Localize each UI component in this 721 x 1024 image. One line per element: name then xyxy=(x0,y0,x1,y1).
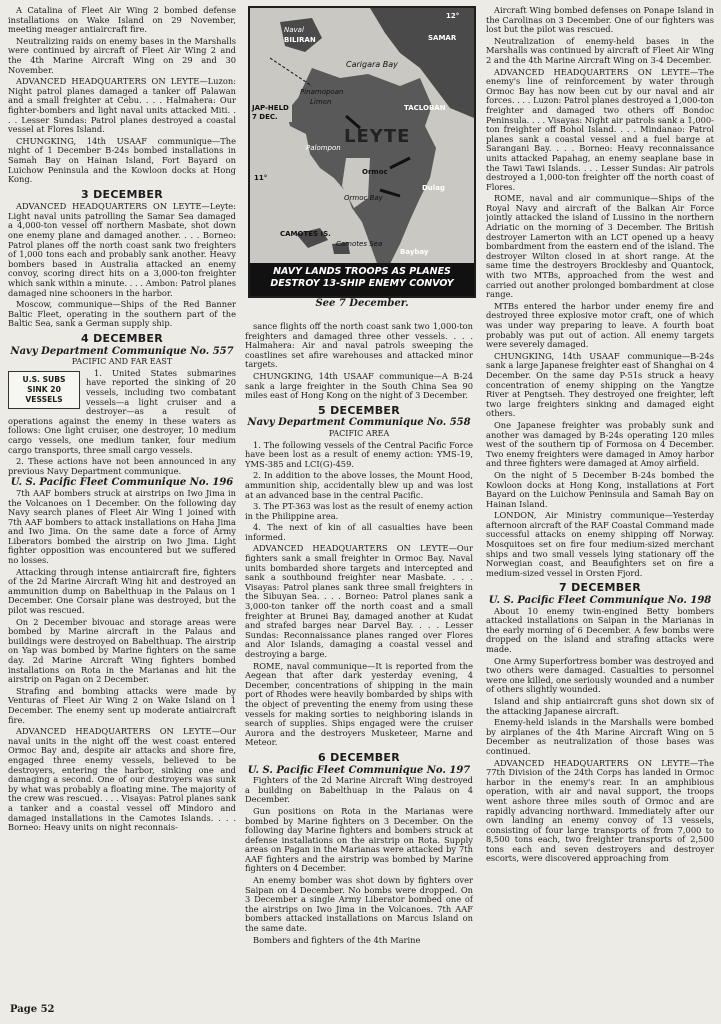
paragraph: CHUNGKING, 14th USAAF communique—B-24s sank a large Japanese freighter east of Shanghai on 4 December. On the same day P-51s struck a heavy concentration of enemy shipping on the Yangtze River at Pengtseh. They destroyed one freighter, left two large freighters sinking and damaged eight others. xyxy=(486,350,714,419)
paragraph: Attacking through intense antiaircraft fire, fighters of the 2d Marine Aircraft Wing hit and destroyed an ammunition dump on Babelthuap in the Palaus on 1 December. One Corsair plane was destroyed, but the pilot was rescued. xyxy=(8,566,236,616)
paragraph: ROME, naval communique—It is reported from the Aegean that after dark yesterday evening, 4 December, concentrations of shipping in the main port of Rhodes were heavily bombarded by ships with the object of preventing the enemy from using these vessels for making sorties to neighboring islands in search of supplies. Ships engaged were the cruiser Aurora and the destroyers Musketeer, Marne and Meteor. xyxy=(245,660,473,748)
section-date-heading: 3 DECEMBER xyxy=(80,187,164,201)
map-label-11-degrees: 11° xyxy=(254,174,268,182)
page-number: Page 52 xyxy=(10,1004,55,1015)
paragraph: 7th AAF bombers struck at airstrips on Iwo Jima in the Volcanoes on 1 December. On the following day Navy search planes of Fleet Air Wing 1 joined with 7th AAF bombers to attack installations on Haha Jima and Iwo Jima. On the same date a force of Army Liberators bombed the airstrip on Iwo Jima. Light fighter opposition was encountered but we suffered no losses. xyxy=(8,487,236,566)
map-label-ormoc-bay: Ormoc Bay xyxy=(344,194,383,202)
map-callout-jap-held: JAP-HELD 7 DEC. xyxy=(252,104,292,122)
map-label-biliran: BILIRAN xyxy=(284,36,316,44)
map-label-ormoc: Ormoc xyxy=(362,168,388,176)
paragraph: sance flights off the north coast sank two 1,000-ton freighters and damaged three other vessels. . . . Halmahera: Air and naval patrols sweeping the coastlines set afire warehouses and attacked minor targets. xyxy=(245,322,473,370)
map-banner: NAVY LANDS TROOPS AS PLANES DESTROY 13-SHIP ENEMY CONVOY xyxy=(250,263,474,296)
paragraph: ADVANCED HEADQUARTERS ON LEYTE—Luzon: Night patrol planes damaged a tanker off Palawan and a small freighter at Cebu. . . . Halmahera: Our fighter-bombers and light naval units attacked Miti. . . . Lesser Sundas: Patrol planes destroyed a coastal vessel at Flores Island. xyxy=(8,76,236,135)
paragraph: Neutralizing raids on enemy bases in the Marshalls were continued by aircraft of Fleet Air Wing 2 and the 4th Marine Aircraft Wing on 29 and 30 November. xyxy=(8,35,236,75)
map-label-samar: SAMAR xyxy=(428,34,457,42)
section-date-heading: 4 DECEMBER xyxy=(80,332,164,345)
paragraph: Gun positions on Rota in the Marianas were bombed by Marine fighters on 3 December. On the following day Marine fighters and bombers struck at defense installations on the airstrip on Rota. Supply areas on Pagan in the Marianas were attacked by 7th AAF fighters and the airstrip was bombed by Marine fighters on 4 December. xyxy=(245,805,473,874)
paragraph: Aircraft Wing bombed defenses on Ponape Island in the Carolinas on 3 December. One of our fighters was lost but the pilot was rescued. xyxy=(486,6,714,35)
paragraph: A Catalina of Fleet Air Wing 2 bombed defense installations on Wake Island on 29 November, meeting meager antiaircraft fire. xyxy=(8,6,236,35)
map-label-camotes-is: CAMOTES IS. xyxy=(280,230,331,238)
paragraph: An enemy bomber was shot down by fighters over Saipan on 4 December. No bombs were dropped. On 3 December a single Army Liberator bombed one of the airstrips on Iwo Jima in the Volcanoes. 7th AAF bombers attacked installations on Marcus Island on the same date. xyxy=(245,875,473,934)
paragraph: ADVANCED HEADQUARTERS ON LEYTE—Our fighters sank a small freighter in Ormoc Bay. Naval units bombarded shore targets and intercepted and sank a southbound freighter near Masbate. . . . Visayas: Patrol planes sank three small freighters in the Sibuyan Sea. . . . Borneo: Patrol planes sank a 3,000-ton tanker off the north coast and a small freighter at Brunei Bay, damaged another at Kudat and strafed barges near Darvel Bay. . . . Lesser Sundas: Reconnaissance planes ranged over Flores and Alor Islands, damaging a coastal vessel and destroying a barge. xyxy=(245,543,473,659)
column-left xyxy=(8,6,236,996)
map-label-pinamopoan: Pinamopoan xyxy=(300,88,344,96)
communique-heading: U. S. Pacific Fleet Communique No. 197 xyxy=(247,764,471,776)
paragraph: Moscow, communique—Ships of the Red Banner Baltic Fleet, operating in the southern part of the Baltic Sea, sank a German supply ship. xyxy=(8,299,236,329)
communique-heading: Navy Department Communique No. 557 xyxy=(10,345,234,357)
area-subheading: PACIFIC AND FAR EAST xyxy=(71,357,173,367)
paragraph: 1. The following vessels of the Central Pacific Force have been lost as a result of enemy action: YMS-19, YMS-385 and LCI(G)-459. xyxy=(245,439,473,469)
communique-heading: Navy Department Communique No. 558 xyxy=(247,417,471,429)
paragraph: 2. In addition to the above losses, the Mount Hood, ammunition ship, accidentally blew up and was lost at an advanced base in the central Pacific. xyxy=(245,470,473,500)
paragraph: LONDON, Air Ministry communique—Yesterday afternoon aircraft of the RAF Coastal Command made successful attacks on enemy shipping off Norway. Mosquitoes set on fire four medium-sized merchant ships and two small vessels lying stationary off the Norwegian coast, and Beaufighters set on fire a medium-sized vessel in Orsten Fjord. xyxy=(486,510,714,578)
column-middle xyxy=(245,322,473,1012)
map-caption: See 7 December. xyxy=(315,298,409,309)
paragraph: MTBs entered the harbor under enemy fire and destroyed three explosive motor craft, one of which was under way preparing to leave. A fourth boat probably was put out of action. All enemy targets were severely damaged. xyxy=(486,300,714,350)
paragraph: CHUNGKING, 14th USAAF communique—The night of 1 December B-24s bombed installations in Samah Bay on Hainan Island, Fort Bayard on Luichow Peninsula and the Kowloon docks at Hong Kong. xyxy=(8,135,236,185)
paragraph: ADVANCED HEADQUARTERS ON LEYTE—Leyte: Light naval units patrolling the Samar Sea damaged a 4,000-ton vessel off northern Masbate, shot down one enemy plane and damaged another. . . . Borneo: Patrol planes off the north coast sank two freighters of 1,000 tons each and probably sank another. Heavy bombers based in Australia attacked an enemy convoy, scoring direct hits on a 3,000-ton freighter which sank within a minute. . . . Ambon: Patrol planes damaged nine schooners in the harbor. xyxy=(8,201,236,298)
paragraph: Bombers and fighters of the 4th Marine xyxy=(253,934,421,945)
map-label-dulag: Dulag xyxy=(422,184,445,192)
map-label-carigara-bay: Carigara Bay xyxy=(346,60,398,69)
paragraph: 4. The next of kin of all casualties have been informed. xyxy=(245,522,473,542)
map-graphic xyxy=(250,8,474,296)
callout-box-subs: U.S. SUBS SINK 20 VESSELS xyxy=(8,371,80,409)
paragraph: Island and ship antiaircraft guns shot down six of the attacking Japanese aircraft. xyxy=(486,695,714,716)
paragraph: Fighters of the 2d Marine Aircraft Wing destroyed a building on Babelthuap in the Palaus on 4 December. xyxy=(245,775,473,805)
map-label-palompon: Palompon xyxy=(306,144,341,152)
section-date-heading: 7 DECEMBER xyxy=(558,581,642,595)
communique-heading: U. S. Pacific Fleet Communique No. 198 xyxy=(488,595,712,607)
map-label-12-degrees: 12° xyxy=(446,12,460,20)
paragraph: ADVANCED HEADQUARTERS ON LEYTE—The 77th Division of the 24th Corps has landed in Ormoc harbor in the enemy's rear. In an amphibious operation, with air and naval support, the troops went ashore three miles south of Ormoc and are rapidly advancing northward. Immediately after our own landing an enemy convoy of 13 vessels, consisting of four large transports of from 7,000 to 8,500 tons each, two freighter transports of 2,500 tons each and seven destroyers and destroyer escorts, were discovered approaching from xyxy=(486,757,714,864)
map-label-naval: Naval xyxy=(284,26,304,34)
paragraph: About 10 enemy twin-engined Betty bombers attacked installations on Saipan in the Marianas in the early morning of 6 December. A few bombs were dropped on the island and strafing attacks were made. xyxy=(486,605,714,654)
paragraph: One Army Superfortress bomber was destroyed and two others were damaged. Casualties to personnel were one killed, one seriously wounded and a number of others slightly wounded. xyxy=(486,655,714,695)
map-label-leyte: LEYTE xyxy=(344,126,411,147)
paragraph: ROME, naval and air communique—Ships of the Royal Navy and aircraft of the Balkan Air Force jointly attacked the island of Lussino in the northern Adriatic on the morning of 3 December. The British destroyer Lamerton with an LCT opened up a heavy bombardment from the eastern end of the island. The destroyer Wilton closed in at short range. At the same time the destroyers Brocklesby and Quantock, with two MTBs, approached from the west and carried out another prolonged bombardment at close range. xyxy=(486,193,714,300)
paragraph: Neutralization of enemy-held bases in the Marshalls was continued by aircraft of Fleet Air Wing 2 and the 4th Marine Aircraft Wing on 3-4 December. xyxy=(486,35,714,65)
paragraph: 2. These actions have not been announced in any previous Navy Department communique. xyxy=(8,456,236,476)
section-date-heading: 5 DECEMBER xyxy=(317,403,401,417)
paragraph: ADVANCED HEADQUARTERS ON LEYTE—Our naval units in the night off the west coast entered Ormoc Bay and, despite air attacks and shore fire, engaged three enemy vessels, believed to be destroyers, entering the harbor, sinking one and damaging a second. One of our destroyers was sunk by what was probably a floating mine. The majority of the crew was rescued. . . . Visayas: Patrol planes sank a tanker and a coastal vessel off Mindoro and damaged installations in the Camotes Islands. . . . Borneo: Heavy units on night reconnais- xyxy=(8,726,236,833)
paragraph: CHUNGKING, 14th USAAF communique—A B-24 sank a large freighter in the South China Sea 90 miles east of Hong Kong on the night of 3 December. xyxy=(245,370,473,401)
paragraph: On 2 December bivouac and storage areas were bombed by Marine aircraft in the Palaus and buildings were destroyed on Babelthuap. The airstrip on Yap was bombed by Marine fighters on the same day. 2d Marine Aircraft Wing fighters bombed installations on Rota in the Marianas and hit the airstrip on Pagan on 2 December. xyxy=(8,616,236,685)
area-subheading: PACIFIC AREA xyxy=(328,428,390,438)
map-label-camotes-sea: Camotes Sea xyxy=(336,240,383,248)
column-right xyxy=(486,6,714,1018)
paragraph: Strafing and bombing attacks were made by Venturas of Fleet Air Wing 2 on Wake Island on 1 December. The enemy sent up moderate antiaircraft fire. xyxy=(8,685,236,725)
communique-heading: U. S. Pacific Fleet Communique No. 196 xyxy=(10,477,234,489)
leyte-map xyxy=(248,6,476,298)
paragraph: Enemy-held islands in the Marshalls were bombed by airplanes of the 4th Marine Aircraft Wing on 5 December as neutralization of those bases was continued. xyxy=(486,717,714,756)
paragraph: One Japanese freighter was probably sunk and another was damaged by B-24s operating 120 miles west of the southern tip of Formosa on 4 December. Two enemy freighters were damaged in Amoy harbor and three fighters were damaged at Amoy airfield. xyxy=(486,419,714,469)
map-label-limon: Limon xyxy=(310,98,332,106)
paragraph: ADVANCED HEADQUARTERS ON LEYTE—The enemy's line of reinforcement by water through Ormoc Bay has now been cut by our naval and air forces. . . . Luzon: Patrol planes destroyed a 1,000-ton freighter and damaged two others off Bondoc Peninsula. . . . Visayas: Night air patrols sank a 1,000-ton freighter off Bohol Island. . . . Mindanao: Patrol planes sank a coastal vessel and a fuel barge at Sarangani Bay. . . . Borneo: Heavy reconnaissance units attacked Papahag, an enemy seaplane base in the Tawi Tawi Islands. . . . Lesser Sundas: Air patrols destroyed a 1,000-ton freighter off the north coast of Flores. xyxy=(486,66,714,192)
section-date-heading: 6 DECEMBER xyxy=(317,750,401,764)
paragraph: On the night of 5 December B-24s bombed the Kowloon docks at Hong Kong, installations at Fort Bayard on the Luichow Peninsula and Samah Bay on Hainan Island. xyxy=(486,469,714,509)
paragraph: 3. The PT-363 was lost as the result of enemy action in the Philippine area. xyxy=(245,501,473,521)
map-label-baybay: Baybay xyxy=(400,248,429,256)
map-label-tacloban: TACLOBAN xyxy=(404,104,446,112)
paragraph: 1. United States submarines have reported the sinking of 20 vessels, including two combatant vessels—a light cruiser and a destroyer—as a result of operations against the enemy in these waters as follows: One light cruiser, one destroyer, 10 medium cargo vessels, one medium tanker, four medium cargo transports, three small cargo vessels. xyxy=(8,367,236,455)
